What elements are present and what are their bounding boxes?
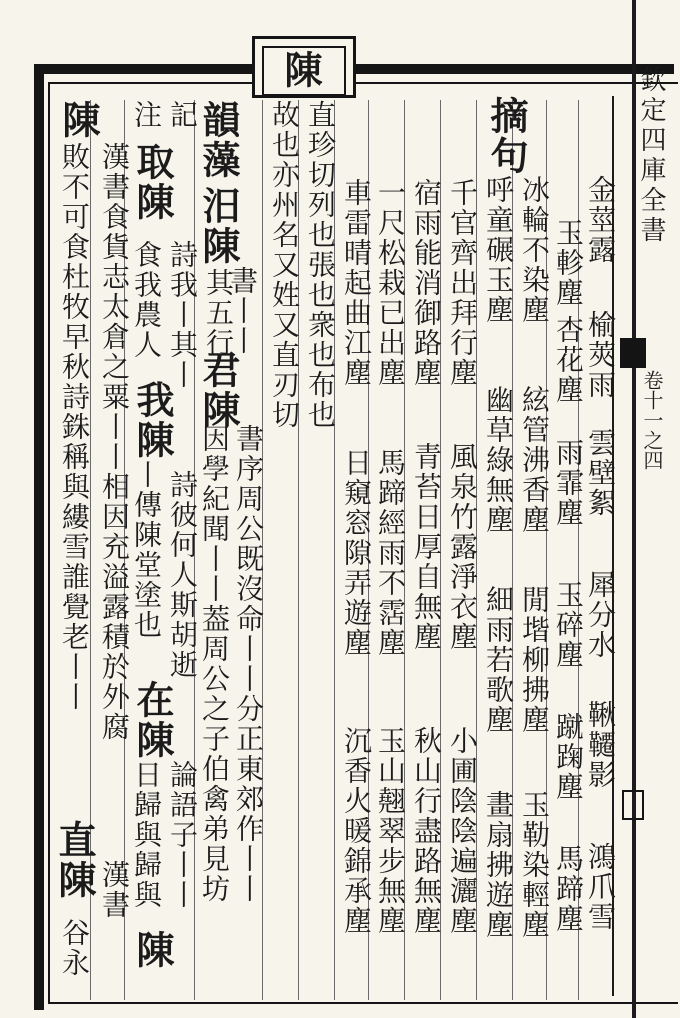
phrase: 幽草綠無塵 — [482, 385, 515, 535]
phrase: 日窺窓隙弄遊塵 — [340, 448, 373, 658]
fishtail-mark — [620, 338, 646, 368]
phrase: 呼童碾玉塵 — [482, 175, 515, 325]
entry-heading: 君陳 — [196, 350, 241, 430]
phrase: 馬蹄經雨不霑塵 — [374, 448, 407, 658]
entry-heading: 在陳 — [130, 680, 175, 760]
entry-text: 敗不可食杜牧早秋詩銖稱與縷雪誰覺老丨丨 — [58, 142, 91, 712]
spine-volume: 卷十一之四 — [640, 370, 664, 470]
phrase: 榆莢雨 — [584, 310, 617, 400]
entry-text: 因學紀聞丨丨葢周公之子伯禽弟見坊 — [198, 424, 231, 904]
phrase: 絃管沸香塵 — [518, 385, 551, 535]
entry-text: 丨丨傳陳堂塗也 — [130, 430, 163, 640]
entry-text: 食我農人 — [130, 240, 163, 360]
entry-text: 書序周公既沒命丨丨分正東郊作丨丨 — [232, 424, 265, 904]
phrase: 玉碎塵 — [552, 580, 585, 670]
entry-text: 注 — [130, 100, 163, 130]
entry-text: 詩我丨其丨 — [166, 240, 199, 390]
phrase: 杏花塵 — [552, 315, 585, 405]
entry-heading: 直陳 — [52, 820, 97, 900]
phrase: 馬蹄塵 — [552, 844, 585, 934]
phrase: 雲壁絮 — [584, 428, 617, 518]
section-heading: 摘句 — [484, 96, 529, 176]
phrase: 千官齊出拜行塵 — [446, 178, 479, 388]
entry-heading: 陳 — [56, 100, 101, 140]
phrase: 玉軫塵 — [552, 218, 585, 308]
phrase: 閒堦柳拂塵 — [518, 585, 551, 735]
phrase: 小圃陰陰遍灑塵 — [446, 726, 479, 936]
entry-heading: 陳 — [130, 930, 175, 970]
phrase: 秋山行盡路無塵 — [410, 726, 443, 936]
phrase: 犀分水 — [584, 570, 617, 660]
phrase: 車雷晴起曲江塵 — [340, 178, 373, 388]
entry-text: 詩彼何人斯胡逝 — [166, 470, 199, 680]
entry-text: 漢書 — [98, 860, 131, 920]
phrase: 畫扇拂遊塵 — [482, 790, 515, 940]
entry-heading: 取陳 — [130, 142, 175, 222]
phrase: 玉山翹翠步無塵 — [374, 726, 407, 936]
phrase: 鞦韆影 — [584, 700, 617, 790]
entry-heading: 汨陳 — [196, 186, 241, 266]
phrase: 鴻爪雪 — [584, 842, 617, 932]
entry-text: 論語子丨丨 — [166, 760, 199, 910]
phrase: 風泉竹露淨衣塵 — [446, 442, 479, 652]
phrase: 玉勒染輕塵 — [518, 790, 551, 940]
entry-text: 谷永 — [58, 918, 91, 978]
phrase: 金莖露 — [584, 175, 617, 265]
phrase: 冰輪不染塵 — [518, 175, 551, 325]
phrase: 沉香火暖錦承塵 — [340, 726, 373, 936]
phrase: 青苔日厚自無塵 — [410, 442, 443, 652]
phrase: 雨霏塵 — [552, 438, 585, 528]
entry-text: 書丨丨 — [226, 266, 259, 356]
phrase: 細雨若歌塵 — [482, 585, 515, 735]
entry-text: 其五行 — [202, 268, 235, 358]
phrase: 一尺松栽已出塵 — [374, 178, 407, 388]
entry-heading: 我陳 — [130, 380, 175, 460]
entry-text: 漢書食貨志太倉之粟丨丨相因充溢露積於外腐 — [98, 142, 131, 742]
entry-text: 日歸與歸與 — [130, 760, 163, 910]
phrase: 宿雨能消御路塵 — [410, 178, 443, 388]
definition-text: 直珍切列也張也衆也布也 — [304, 100, 337, 430]
spine-title: 欽定四庫全書 — [636, 66, 666, 246]
section-heading: 韻藻 — [196, 100, 241, 180]
fishtail-mark-lower — [622, 790, 644, 820]
phrase: 蹴踘塵 — [552, 712, 585, 802]
headword: 陳 — [278, 50, 323, 90]
definition-text: 故也亦州名又姓又直刃切 — [268, 100, 301, 430]
entry-text: 記 — [166, 100, 199, 130]
